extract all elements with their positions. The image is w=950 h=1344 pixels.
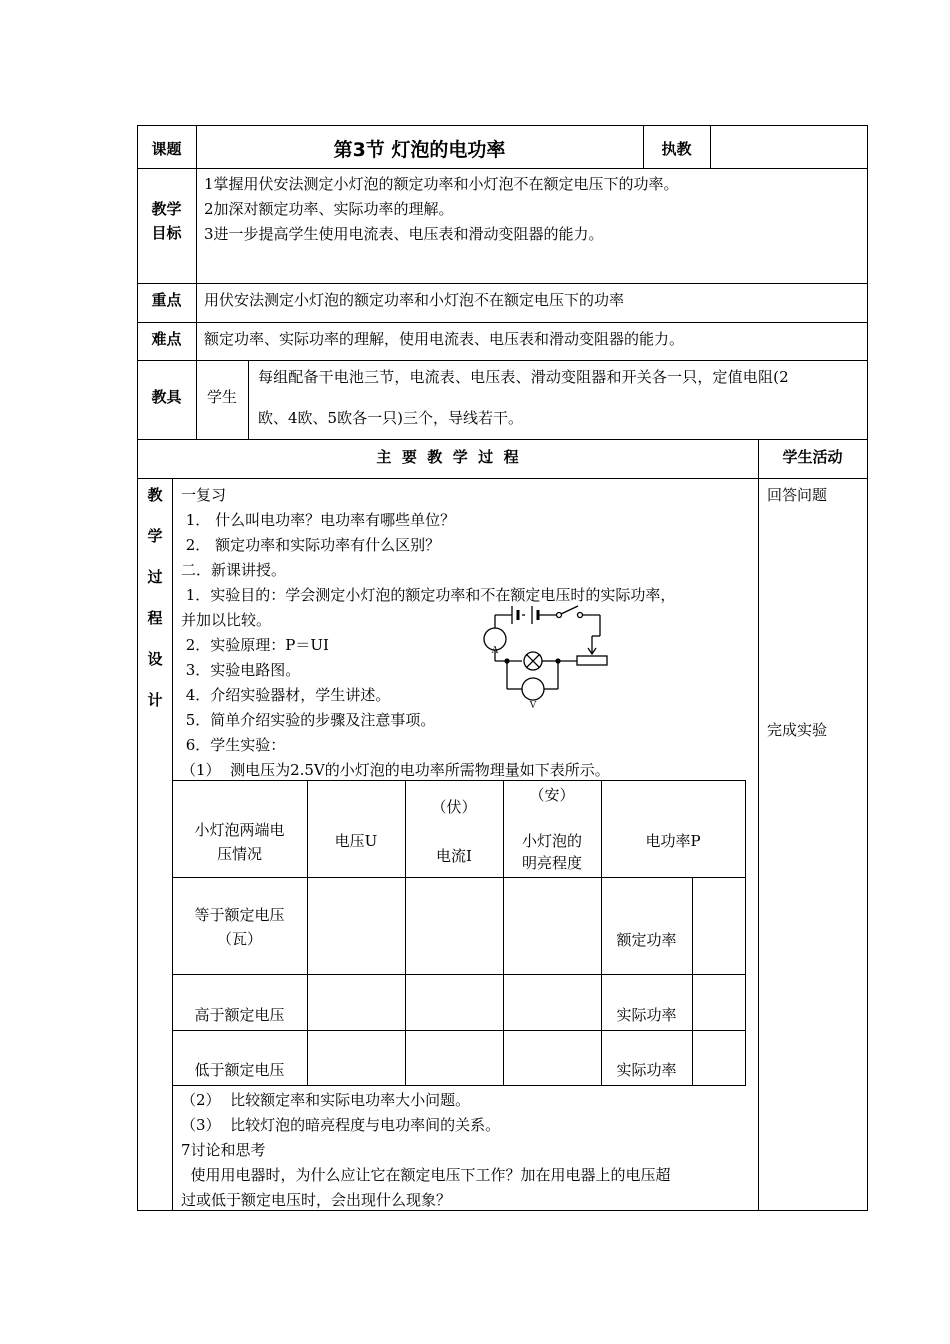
difficulty-label: 难点 [151,330,182,348]
rule [172,974,746,975]
row-power-label: 额定功率 [616,931,677,949]
header-current-unit: （伏） [431,798,477,816]
side-char: 程 [147,609,163,627]
header-brightness-unit: （安） [529,786,575,804]
row-power-label: 实际功率 [616,1006,677,1024]
rule [137,360,868,361]
rule [172,1030,746,1031]
difficulty-text: 额定功率、实际功率的理解，使用电流表、电压表和滑动变阻器的能力。 [204,330,685,348]
process-line: （3） 比较灯泡的暗亮程度与电功率间的关系。 [181,1116,501,1134]
equipment-line: 每组配备干电池三节，电流表、电压表、滑动变阻器和开关各一只，定值电阻(2 [258,368,789,386]
rule [137,168,868,169]
rule [503,780,504,1085]
rule [758,439,759,1210]
header-brightness [503,830,601,874]
equipment-label: 教具 [151,388,182,406]
process-line: 6．学生实验： [181,736,286,754]
process-line: 2． 额定功率和实际功率有什么区别？ [181,536,441,554]
side-char: 计 [147,691,163,709]
rule [172,1085,746,1086]
equipment-line: 欧、4欧、5欧各一只)三个，导线若干。 [258,409,523,427]
row-condition-line: （瓦） [216,930,262,948]
process-line: 过或低于额定电压时，会出现什么现象？ [181,1191,452,1209]
row-power-label: 实际功率 [616,1061,677,1079]
row-condition: 高于额定电压 [194,1006,285,1024]
objective-item: 1掌握用伏安法测定小灯泡的额定功率和小灯泡不在额定电压下的功率。 [204,175,679,193]
row-condition-line: 等于额定电压 [194,906,285,924]
rule [137,125,138,1210]
voltmeter-symbol: V [529,700,537,710]
process-line: 使用用电器时，为什么应让它在额定电压下工作？加在用电器上的电压超 [181,1166,671,1184]
header-power: 电功率P [645,832,701,850]
process-line: （1） 测电压为2.5V的小灯泡的电功率所需物理量如下表所示。 [181,761,610,779]
process-header: 主 要 教 学 过 程 [376,448,519,466]
header-brightness-line: 小灯泡的 [521,832,582,850]
rule [248,360,249,439]
header-condition [172,818,307,866]
equipment-sub-label: 学生 [206,388,237,406]
rule [692,877,693,1085]
objective-item: 3进一步提高学生使用电流表、电压表和滑动变阻器的能力。 [204,225,604,243]
objectives-label [137,197,196,245]
process-line: 4．介绍实验器材，学生讲述。 [181,686,391,704]
header-brightness-line: 明亮程度 [521,854,582,872]
rule [710,125,711,168]
process-line: 二．新课讲授。 [181,561,287,579]
process-line: 2．实验原理：P＝UI [181,636,329,654]
objectives-label-line1: 教学 [151,200,182,218]
row-condition: 低于额定电压 [194,1061,285,1079]
objective-item: 2加深对额定功率、实际功率的理解。 [204,200,454,218]
row-condition [172,903,307,951]
key-point-label: 重点 [151,291,182,309]
rule [405,780,406,1085]
side-char: 教 [147,486,163,504]
teacher-label: 执教 [661,140,692,158]
process-line: 5．简单介绍实验的步骤及注意事项。 [181,711,436,729]
process-line: 1．实验目的：学会测定小灯泡的额定功率和不在额定电压时的实际功率， [181,586,676,604]
student-activity: 完成实验 [767,721,828,739]
process-line: 3．实验电路图。 [181,661,301,679]
process-line: （2） 比较额定率和实际电功率大小问题。 [181,1091,471,1109]
ammeter-symbol: A [491,645,499,656]
rule [137,1210,868,1211]
rule [867,125,868,1210]
header-condition-line: 小灯泡两端电 [194,821,285,839]
circuit-diagram [470,598,620,710]
rule [137,322,868,323]
activity-header: 学生活动 [782,448,843,466]
header-current: 电流I [436,847,472,865]
lesson-title: 第3节 灯泡的电功率 [333,139,506,161]
side-char: 设 [147,650,163,668]
objectives-label-line2: 目标 [151,224,182,242]
process-line: 并加以比较。 [181,611,272,629]
key-point-text: 用伏安法测定小灯泡的额定功率和小灯泡不在额定电压下的功率 [204,291,625,309]
rule [172,780,746,781]
topic-label: 课题 [151,140,182,158]
process-line: 一复习 [181,486,227,504]
rule [137,283,868,284]
student-activity: 回答问题 [767,486,828,504]
header-condition-line: 压情况 [216,845,262,863]
side-char: 学 [147,527,163,545]
header-voltage: 电压U [334,832,378,850]
process-line: 1． 什么叫电功率？电功率有哪些单位？ [181,511,456,529]
process-side-label [144,484,166,730]
process-line: 7讨论和思考 [181,1141,266,1159]
side-char: 过 [147,568,163,586]
rule [172,877,746,878]
rule [307,780,308,1085]
rule [137,125,868,126]
rule [745,780,746,1085]
